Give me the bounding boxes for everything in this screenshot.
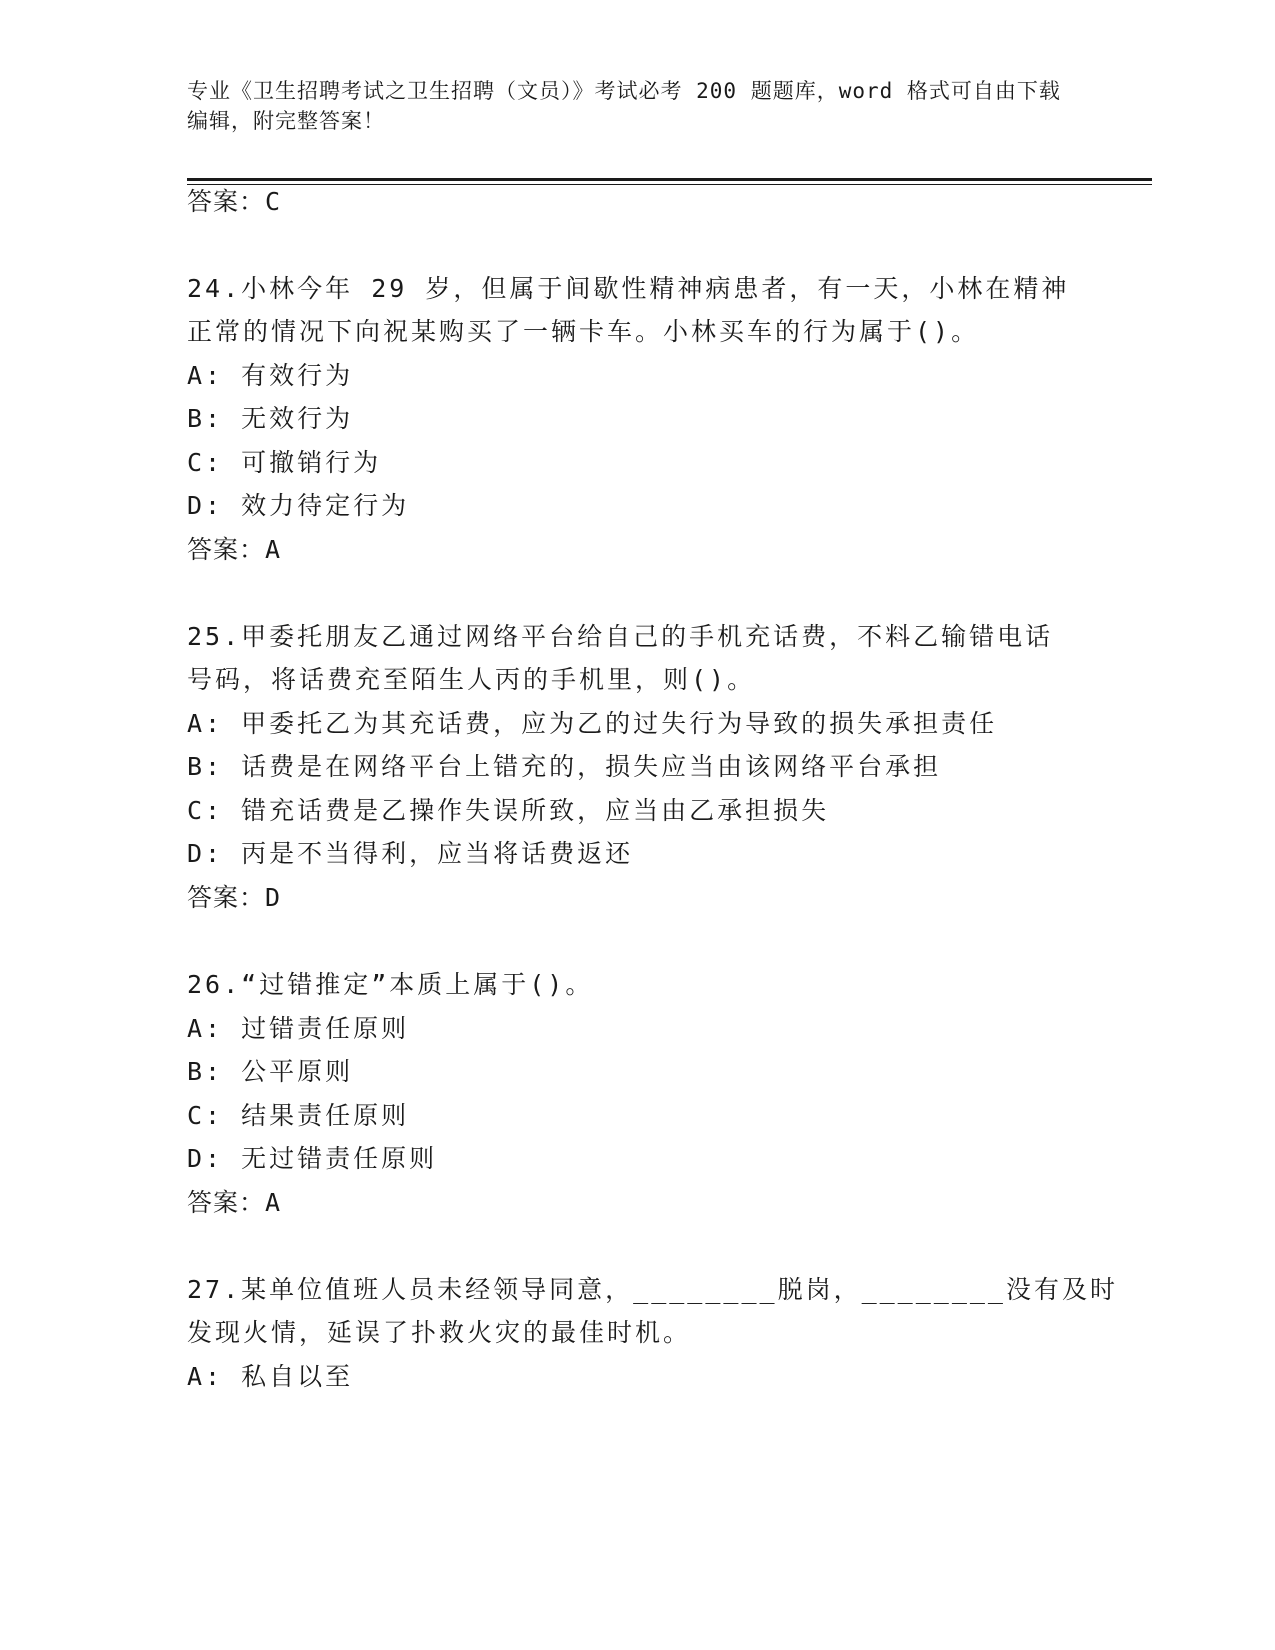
- question-25-option-d: D: 丙是不当得利，应当将话费返还: [187, 839, 634, 868]
- question-26-stem-line-1: 26.“过错推定”本质上属于()。: [187, 970, 594, 999]
- question-26-option-a: A: 过错责任原则: [187, 1014, 410, 1043]
- question-24-option-a: A: 有效行为: [187, 361, 354, 390]
- answer-value: A: [265, 535, 282, 564]
- question-25-stem-line-1: 25.甲委托朋友乙通过网络平台给自己的手机充话费，不料乙输错电话: [187, 622, 1054, 651]
- question-25-stem-line-2: 号码，将话费充至陌生人丙的手机里，则()。: [187, 665, 756, 694]
- answer-line: [187, 185, 281, 219]
- question-27-stem-line-2: 发现火情，延误了扑救火灾的最佳时机。: [187, 1318, 692, 1347]
- question-25-option-a: A: 甲委托乙为其充话费，应为乙的过失行为导致的损失承担责任: [187, 709, 998, 738]
- question-26-option-b: B: 公平原则: [187, 1057, 354, 1086]
- answer-label: 答案：: [187, 187, 266, 216]
- question-26-option-d: D: 无过错责任原则: [187, 1144, 438, 1173]
- answer-value: A: [265, 1188, 282, 1217]
- answer-label: 答案：: [187, 1188, 266, 1217]
- question-24-option-c: C: 可撤销行为: [187, 448, 382, 477]
- question-26-answer: [187, 1186, 281, 1220]
- question-25-answer: [187, 881, 281, 915]
- question-25-option-b: B: 话费是在网络平台上错充的，损失应当由该网络平台承担: [187, 752, 942, 781]
- header-divider: [187, 178, 1152, 181]
- answer-value: D: [265, 883, 282, 912]
- answer-value: C: [265, 187, 282, 216]
- question-24-answer: [187, 533, 281, 567]
- question-27-stem-line-1: 27.某单位值班人员未经领导同意，________脱岗，________没有及时: [187, 1275, 1118, 1304]
- header-divider-thin: [187, 184, 1152, 185]
- answer-label: 答案：: [187, 883, 266, 912]
- answer-label: 答案：: [187, 535, 266, 564]
- question-25-option-c: C: 错充话费是乙操作失误所致，应当由乙承担损失: [187, 796, 830, 825]
- question-24-stem-line-1: 24.小林今年 29 岁，但属于间歇性精神病患者，有一天，小林在精神: [187, 274, 1070, 303]
- question-26-option-c: C: 结果责任原则: [187, 1101, 410, 1130]
- question-27-option-a: A: 私自以至: [187, 1362, 354, 1391]
- question-24-option-b: B: 无效行为: [187, 404, 354, 433]
- question-24-option-d: D: 效力待定行为: [187, 491, 410, 520]
- question-24-stem-line-2: 正常的情况下向祝某购买了一辆卡车。小林买车的行为属于()。: [187, 317, 980, 346]
- page-header: 专业《卫生招聘考试之卫生招聘（文员）》考试必考 200 题题库，word 格式可自由下载编辑，附完整答案！: [187, 79, 1061, 133]
